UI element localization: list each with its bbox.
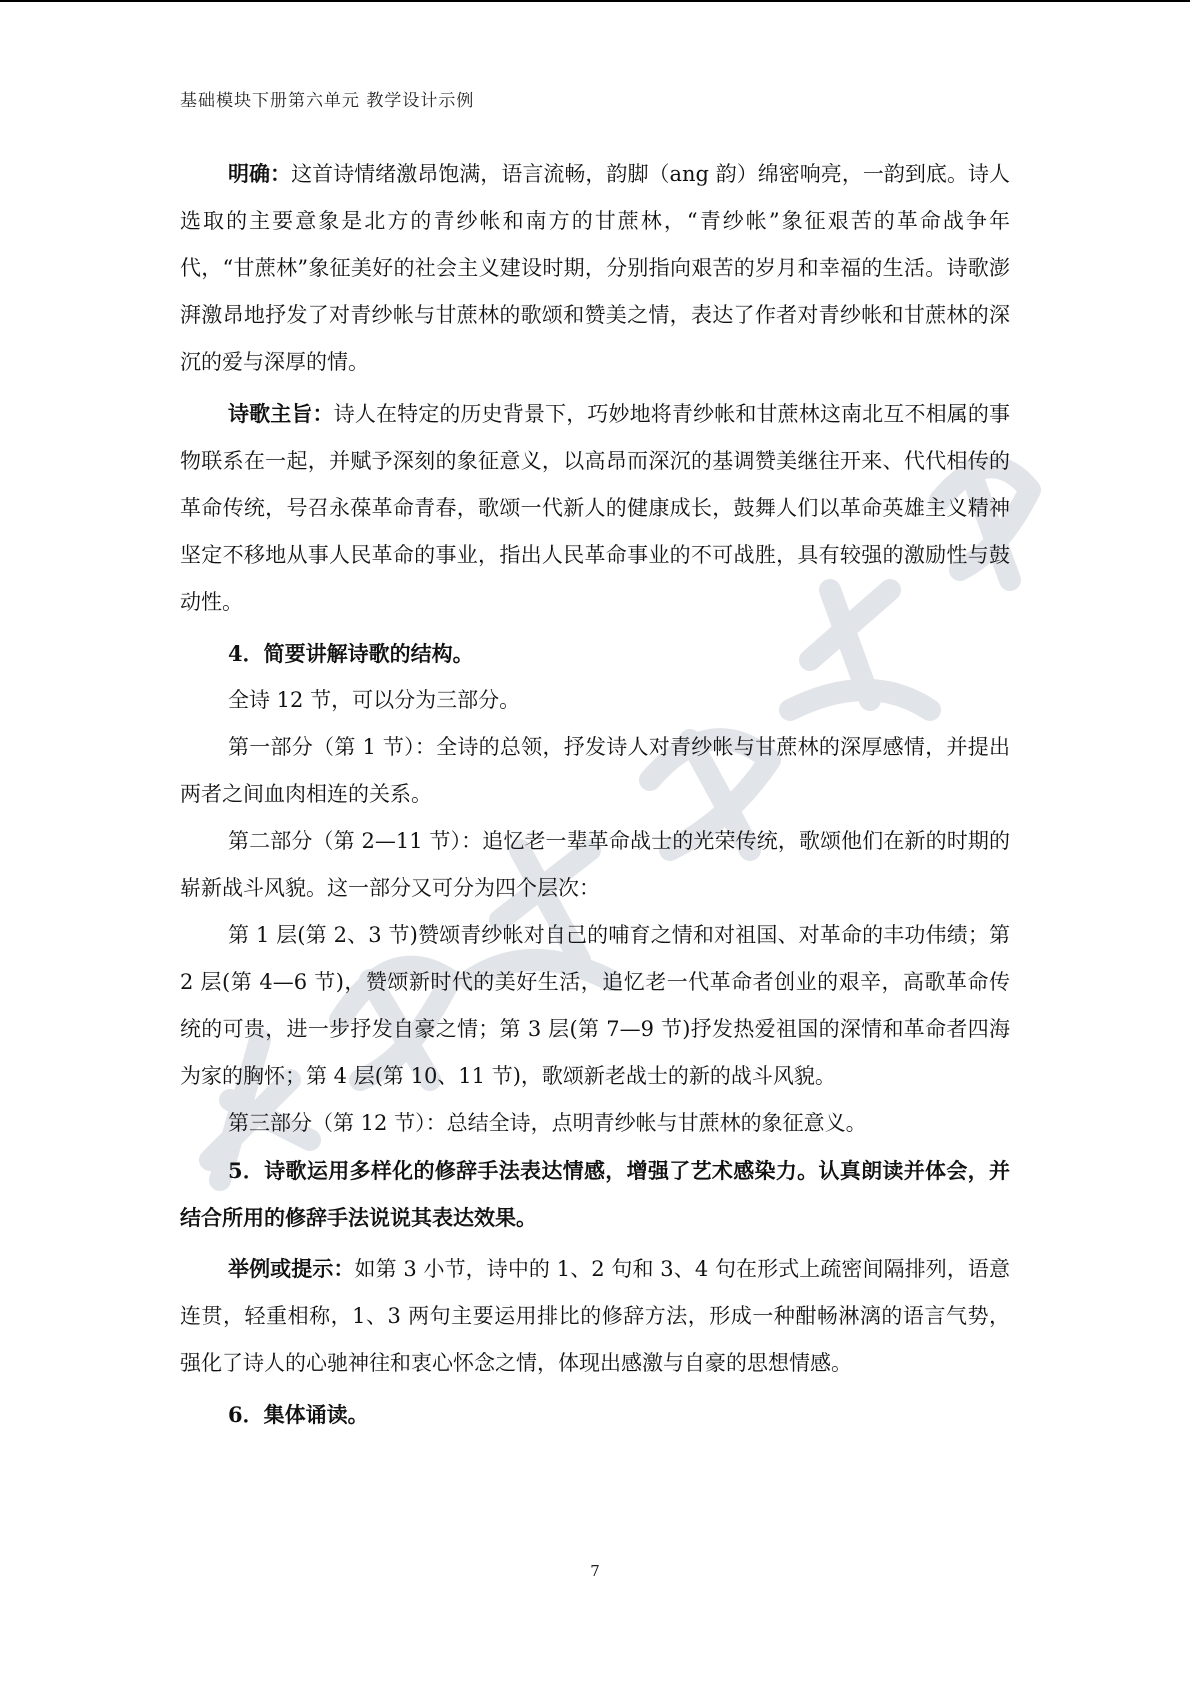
body-text	[180, 150, 1010, 1438]
lead-label: 明确：	[228, 161, 292, 186]
section-heading-6: 6．集体诵读。	[228, 1402, 369, 1427]
section-heading-4: 4．简要讲解诗歌的结构。	[228, 641, 474, 666]
paragraph-text: 这首诗情绪激昂饱满，语言流畅，韵脚（ang 韵）绵密响亮，一韵到底。诗人选取的主要意象是北方的青纱帐和南方的甘蔗林，“青纱帐”象征艰苦的革命战争年代，“甘蔗林”象征美好的社会主义建设时期，分别指向艰苦的岁月和幸福的生活。诗歌澎湃激昂地抒发了对青纱帐与甘蔗林的歌颂和赞美之情，表达了作者对青纱帐和甘蔗林的深沉的爱与深厚的情。	[180, 162, 1010, 374]
page-number: 7	[590, 1562, 600, 1580]
paragraph: 全诗 12 节，可以分为三部分。	[228, 688, 521, 712]
paragraph: 第 1 层(第 2、3 节)赞颂青纱帐对自己的哺育之情和对祖国、对革命的丰功伟绩；第 2 层(第 4—6 节)，赞颂新时代的美好生活，追忆老一代革命者创业的艰辛，高歌革命传统的可贵，进一步抒发自豪之情；第 3 层(第 7—9 节)抒发热爱祖国的深情和革命者四海为家的胸怀；第 4 层(第 10、11 节)，歌颂新老战士的新的战斗风貌。	[180, 923, 1010, 1088]
paragraph: 第一部分（第 1 节）：全诗的总领，抒发诗人对青纱帐与甘蔗林的深厚感情，并提出两者之间血肉相连的关系。	[180, 735, 1010, 806]
paragraph: 第二部分（第 2—11 节）：追忆老一辈革命战士的光荣传统，歌颂他们在新的时期的崭新战斗风貌。这一部分又可分为四个层次：	[180, 829, 1010, 900]
section-heading-5: 5．诗歌运用多样化的修辞手法表达情感，增强了艺术感染力。认真朗读并体会，并结合所用的修辞手法说说其表达效果。	[180, 1158, 1010, 1230]
example-paragraph	[180, 1245, 1010, 1387]
paragraph-text: 诗人在特定的历史背景下，巧妙地将青纱帐和甘蔗林这南北互不相属的事物联系在一起，并赋予深刻的象征意义，以高昂而深沉的基调赞美继往开来、代代相传的革命传统，号召永葆革命青春，歌颂一代新人的健康成长，鼓舞人们以革命英雄主义精神坚定不移地从事人民革命的事业，指出人民革命事业的不可战胜，具有较强的激励性与鼓动性。	[180, 402, 1011, 614]
paragraph-text: 如第 3 小节，诗中的 1、2 句和 3、4 句在形式上疏密间隔排列，语意连贯，轻重相称，1、3 两句主要运用排比的修辞方法，形成一种酣畅淋漓的语言气势，强化了诗人的心驰神往和衷心怀念之情，体现出感激与自豪的思想情感。	[180, 1257, 1010, 1375]
theme-paragraph	[180, 390, 1010, 626]
running-header: 基础模块下册第六单元 教学设计示例	[180, 91, 475, 111]
lead-label: 诗歌主旨：	[228, 401, 334, 426]
top-border-line	[0, 0, 1190, 2]
answer-paragraph	[180, 150, 1010, 386]
lead-label: 举例或提示：	[228, 1256, 355, 1281]
paragraph: 第三部分（第 12 节）：总结全诗，点明青纱帐与甘蔗林的象征意义。	[228, 1111, 867, 1135]
